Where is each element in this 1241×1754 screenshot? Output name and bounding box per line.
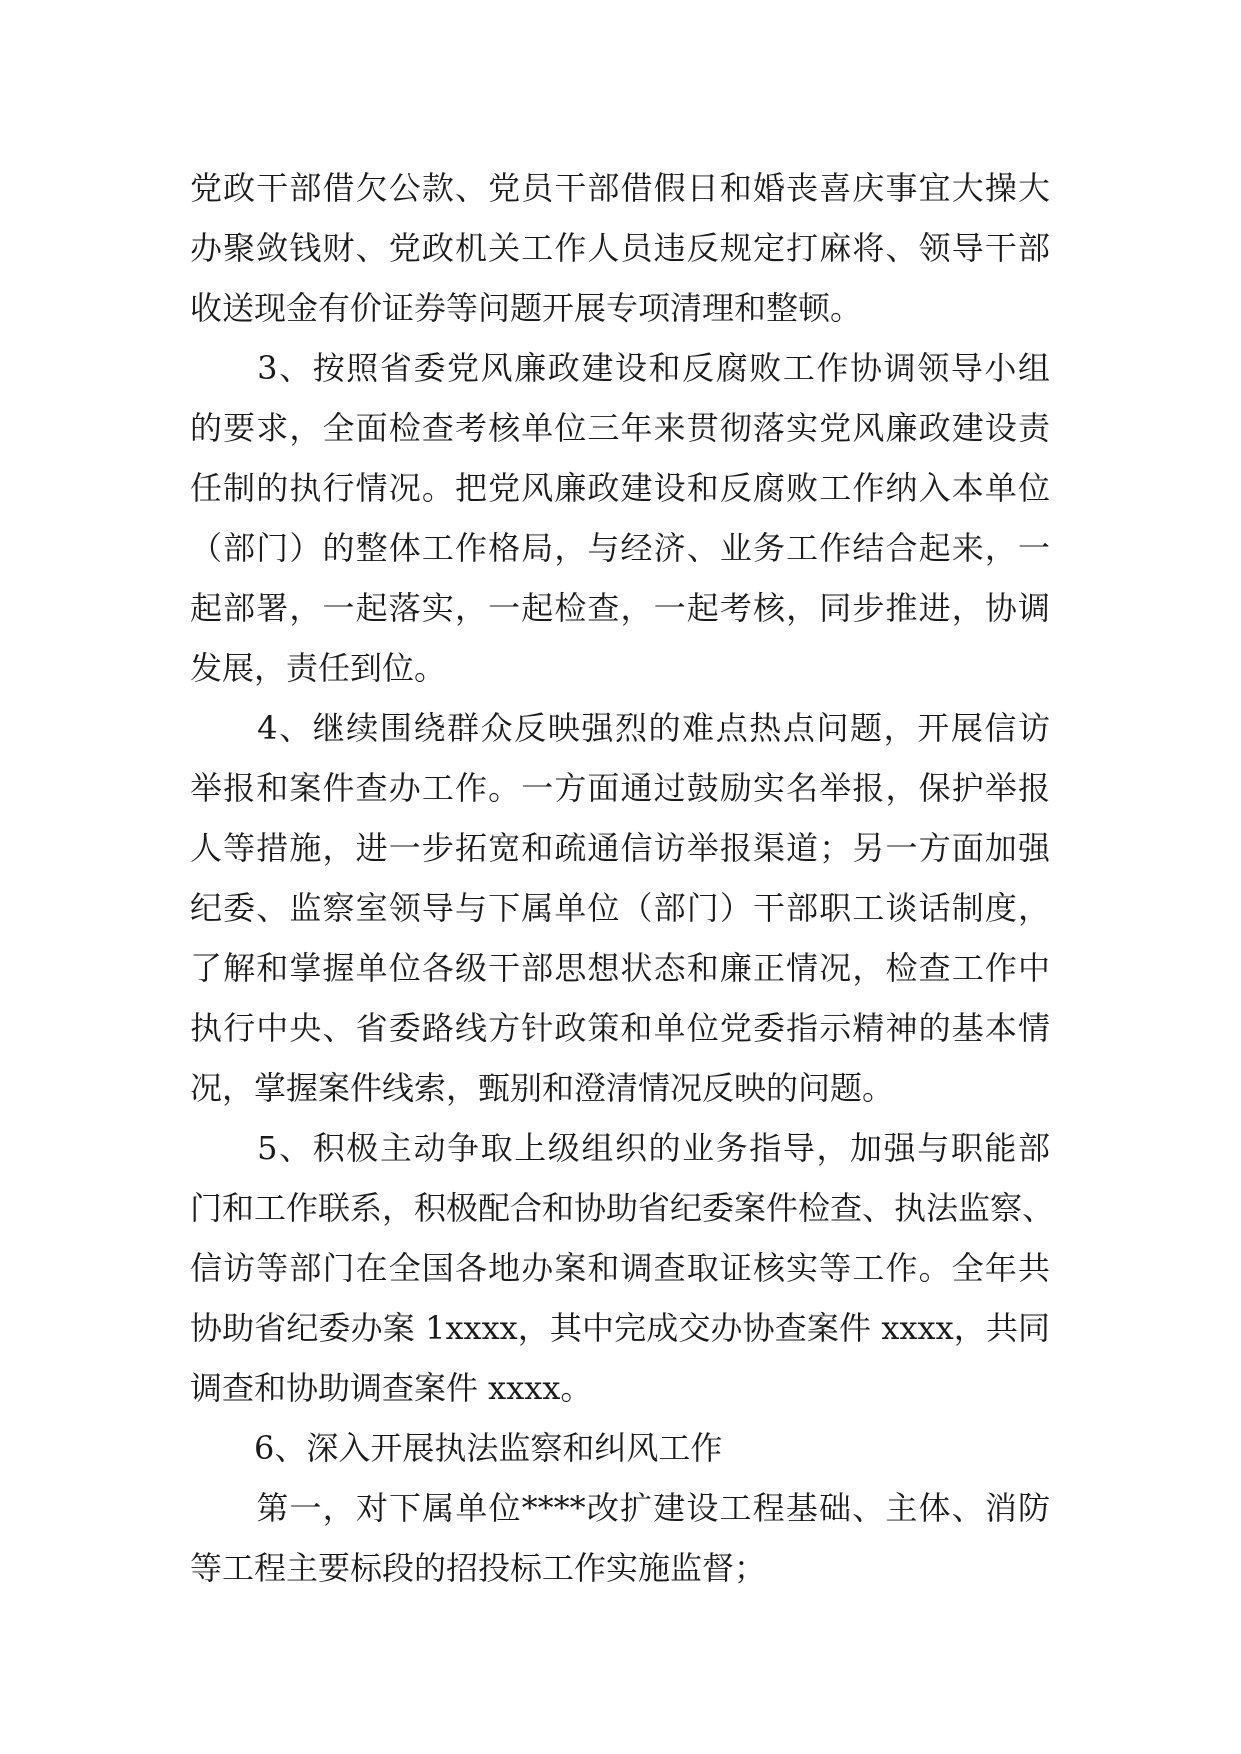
text-line: 了解和掌握单位各级干部思想状态和廉正情况，检查工作中 [190, 949, 1050, 987]
text-line: 执行中央、省委路线方针政策和单位党委指示精神的基本情 [190, 1009, 1050, 1047]
text-line: 3、按照省委党风廉政建设和反腐败工作协调领导小组 [190, 349, 1050, 387]
text-line: （部门）的整体工作格局，与经济、业务工作结合起来，一 [190, 529, 1050, 567]
text-line: 门和工作联系，积极配合和协助省纪委案件检查、执法监察、 [190, 1189, 1055, 1227]
text-line: 第一，对下属单位****改扩建设工程基础、主体、消防 [190, 1489, 1050, 1527]
text-line: 办聚敛钱财、党政机关工作人员违反规定打麻将、领导干部 [190, 229, 1050, 267]
text-line: 6、深入开展执法监察和纠风工作 [190, 1429, 723, 1467]
text-line: 党政干部借欠公款、党员干部借假日和婚丧喜庆事宜大操大 [190, 169, 1050, 207]
text-line: 人等措施，进一步拓宽和疏通信访举报渠道；另一方面加强 [190, 829, 1050, 867]
text-line: 况，掌握案件线索，甄别和澄清情况反映的问题。 [190, 1069, 895, 1107]
text-line: 起部署，一起落实，一起检查，一起考核，同步推进，协调 [190, 589, 1050, 627]
text-line: 4、继续围绕群众反映强烈的难点热点问题，开展信访 [190, 709, 1050, 747]
text-line: 收送现金有价证券等问题开展专项清理和整顿。 [190, 289, 863, 327]
text-line: 5、积极主动争取上级组织的业务指导，加强与职能部 [190, 1129, 1050, 1167]
text-line: 举报和案件查办工作。一方面通过鼓励实名举报，保护举报 [190, 769, 1050, 807]
document-body [190, 158, 1055, 1598]
text-line: 发展，责任到位。 [190, 649, 447, 687]
text-line: 协助省纪委办案 1xxxx，其中完成交办协查案件 xxxx，共同 [190, 1309, 1050, 1347]
text-line: 任制的执行情况。把党风廉政建设和反腐败工作纳入本单位 [190, 469, 1050, 507]
text-line: 调查和协助调查案件 xxxx。 [190, 1369, 593, 1407]
text-line: 等工程主要标段的招投标工作实施监督； [190, 1549, 767, 1587]
text-line: 纪委、监察室领导与下属单位（部门）干部职工谈话制度， [190, 889, 1050, 927]
text-line: 信访等部门在全国各地办案和调查取证核实等工作。全年共 [190, 1249, 1050, 1287]
text-line: 的要求，全面检查考核单位三年来贯彻落实党风廉政建设责 [190, 409, 1050, 447]
